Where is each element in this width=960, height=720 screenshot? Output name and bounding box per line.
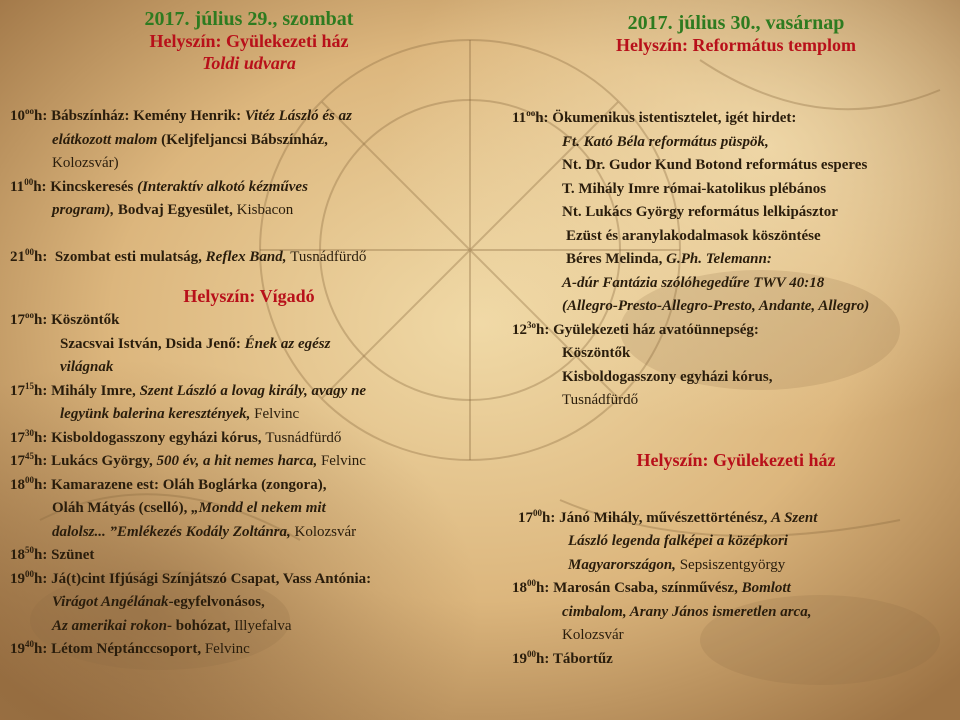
program-line: Oláh Mátyás (cselló), „Mondd el nekem mit — [52, 500, 326, 516]
program-line: $17^{15}h$: Mihály Imre, Szent László a lovag király, avagy ne — [10, 380, 367, 399]
program-line: $17^{30}h$: Kisboldogasszony egyházi kórus, Tusnádfürdő — [10, 427, 342, 446]
program-line: $18^{00}h$: Kamarazene est: Oláh Boglárka (zongora), — [10, 474, 327, 493]
sunday-block2 — [512, 507, 960, 672]
program-line: Nt. Dr. Gudor Kund Botond református esperes — [562, 157, 868, 173]
program-line: $17^{00}h$: Jánó Mihály, művészettörténész, A Szent — [518, 507, 818, 526]
sunday-venue2: Helyszín: Gyülekezeti ház — [636, 449, 836, 470]
program-line: $19^{00}h$: Tábortűz — [512, 648, 613, 667]
saturday-block2 — [10, 309, 488, 662]
program-line: dalolsz... ”Emlékezés Kodály Zoltánra, Kolozsvár — [52, 523, 357, 540]
program-line: $19^{00}h$: Já(t)cint Ifjúsági Színjátszó Csapat, Vass Antónia: — [10, 568, 372, 587]
program-line: program), Bodvaj Egyesület, Kisbacon — [52, 202, 294, 218]
sunday-column — [512, 0, 960, 671]
program-line: elátkozott malom (Keljfeljancsi Bábszínház, — [52, 131, 328, 148]
program-line: $11^{oo}h$: Ökumenikus istentisztelet, igét hirdet: — [512, 108, 797, 126]
sunday-venue1: Helyszín: Református templom — [616, 35, 856, 55]
sunday-date: 2017. július 30., vasárnap — [627, 12, 845, 34]
program-line: $17^{45}h$: Lukács György, 500 év, a hit nemes harca, Felvinc — [10, 451, 366, 469]
program-line: A-dúr Fantázia szólóhegedűre TWV 40:18 — [562, 274, 825, 291]
saturday-venue-line1: Helyszín: Gyülekezeti ház — [149, 31, 349, 51]
program-line: Virágot Angélának-egyfelvonásos, — [52, 594, 265, 610]
saturday-date: 2017. július 29., szombat — [144, 8, 354, 30]
program-line: Az amerikai rokon- bohózat, Illyefalva — [52, 617, 292, 634]
program-line: $18^{50}h$: Szünet — [10, 545, 95, 563]
program-line: Köszöntők — [562, 345, 631, 361]
program-line: Magyarországon, Sepsiszentgyörgy — [568, 556, 786, 573]
program-line: $12^{3o}h$: Gyülekezeti ház avatóünnepség: — [512, 319, 759, 338]
program-line: világnak — [60, 359, 114, 375]
program-line: $11^{00}h$: Kincskeresés (Interaktív alkotó kézműves — [10, 176, 308, 195]
program-line: Kisboldogasszony egyházi kórus, — [562, 368, 773, 385]
saturday-block1 — [10, 105, 488, 269]
program-line: Szacsvai István, Dsida Jenő: Ének az egész — [60, 335, 331, 352]
program-line: cimbalom, Arany János ismeretlen arca, — [562, 603, 812, 620]
sunday-block1 — [512, 107, 960, 413]
program-line: Béres Melinda, G.Ph. Telemann: — [566, 251, 772, 267]
program-line: T. Mihály Imre római-katolikus plébános — [562, 180, 827, 197]
saturday-venue-line2: Toldi udvara — [202, 53, 296, 73]
program-line: $19^{40}h$: Létom Néptánccsoport, Felvinc — [10, 639, 250, 657]
saturday-column — [10, 0, 488, 662]
saturday-venue2: Helyszín: Vígadó — [183, 286, 315, 306]
program-line: Kolozsvár) — [52, 155, 119, 171]
program-line: (Allegro-Presto-Allegro-Presto, Andante, Allegro) — [562, 298, 870, 314]
program-line: Tusnádfürdő — [562, 392, 639, 408]
program-line: Ft. Kató Béla református püspök, — [562, 133, 769, 150]
program-line: $17^{oo}h$: Köszöntők — [10, 310, 120, 328]
program-line: legyünk balerina keresztények, Felvinc — [60, 406, 300, 422]
program-line: Nt. Lukács György református lelkipásztor — [562, 204, 838, 220]
program-line: Kolozsvár — [562, 627, 624, 643]
program-line: $21^{00}h$: Szombat esti mulatság, Reflex Band, Tusnádfürdő — [10, 246, 367, 265]
program-line: Ezüst és aranylakodalmasok köszöntése — [566, 227, 821, 244]
program-line: $10^{oo}h$: Bábszínház: Kemény Henrik: Vitéz László és az — [10, 106, 352, 124]
program-line: $18^{00}h$: Marosán Csaba, színművész, Bomlott — [512, 578, 791, 596]
program-line: László legenda falképei a középkori — [568, 533, 788, 549]
